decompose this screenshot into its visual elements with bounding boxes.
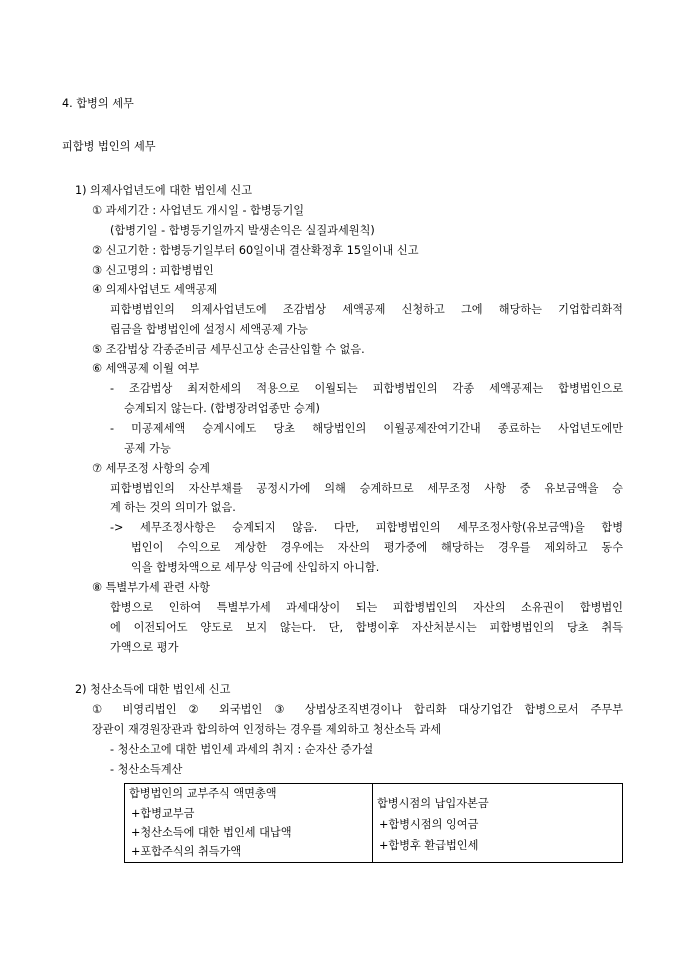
item4-text: 피합병법인의 의제사업년도에 조감법상 세액공제 신청하고 그에 해당하는 기업합리화적 (110, 303, 623, 316)
table-line: +청산소득에 대한 법인세 대납액 (131, 826, 292, 839)
section2-text: ① 비영리법인 ② 외국법인 ③ 상법상조직변경이나 합리화 대상기업간 합병으로서 주무부 (92, 703, 623, 716)
item2-line: ② 신고기한 : 합병등기일부터 60일이내 결산확정후 15일이내 신고 (92, 244, 419, 257)
table-line: +포합주식의 취득가액 (131, 845, 242, 858)
item7-line: ⑦ 세무조정 사항의 승계 (92, 462, 210, 475)
table-cell-right (373, 784, 623, 863)
section1-title: 1) 의제사업년도에 대한 법인세 신고 (75, 184, 253, 197)
item8-text: 가액으로 평가 (110, 641, 179, 654)
item1-note: (합병기일 - 합병등기일까지 발생손익은 실질과세원칙) (110, 224, 375, 237)
table-line: +합병교부금 (131, 807, 195, 820)
table-line: +합병후 환급법인세 (379, 839, 479, 852)
section2-title: 2) 청산소득에 대한 법인세 신고 (75, 683, 231, 696)
liquidation-income-table (124, 783, 623, 863)
item6-bullet: - 조감법상 최저한세의 적용으로 이월되는 피합병법인의 각종 세액공제는 합병법인으로 (110, 382, 623, 395)
item8-text: 에 이전되어도 양도로 보지 않는다. 단, 합병이후 자산처분시는 피합병법인의 당초 취득 (110, 621, 623, 634)
section-heading: 4. 합병의 세무 (62, 97, 134, 110)
item6-bullet: 승계되지 않는다. (합병장려업종만 승계) (124, 402, 320, 415)
table-line: 합병법인의 교부주식 액면총액 (129, 787, 277, 800)
item4-text: 립금을 합병법인에 설정시 세액공제 가능 (110, 323, 308, 336)
item8-line: ⑧ 특별부가세 관련 사항 (92, 581, 210, 594)
item5-line: ⑤ 조감법상 각종준비금 세무신고상 손금산입할 수 없음. (92, 343, 365, 356)
item7-text: 피합병법인의 자산부채를 공정시가에 의해 승계하므로 세무조정 사항 중 유보금액을 승 (110, 482, 623, 495)
item7-arrow: -> 세무조정사항은 승계되지 않음. 다만, 피합병법인의 세무조정사항(유보금액)을 합병 (110, 521, 623, 534)
section2-text: 장관이 재경원장관과 합의하여 인정하는 경우를 제외하고 청산소득 과세 (92, 723, 442, 736)
item4-line: ④ 의제사업년도 세액공제 (92, 283, 218, 296)
table-line: +합병시점의 잉여금 (379, 818, 479, 831)
table-cell-left (125, 784, 373, 863)
subheading: 피합병 법인의 세무 (62, 140, 156, 153)
item1-line: ① 과세기간 : 사업년도 개시일 - 합병등기일 (92, 204, 305, 217)
section2-bullet: - 청산소득계산 (110, 763, 183, 776)
item6-line: ⑥ 세액공제 이월 여부 (92, 362, 200, 375)
item7-arrow: 법인이 수익으로 계상한 경우에는 자산의 평가중에 해당하는 경우를 제외하고 동수 (131, 541, 623, 554)
table-row (125, 784, 623, 863)
section2-bullet: - 청산소고에 대한 법인세 과세의 취지 : 순자산 증가설 (110, 743, 374, 756)
item6-bullet: 공제 가능 (124, 442, 171, 455)
item6-bullet: - 미공제세액 승계시에도 당초 해당법인의 이월공제잔여기간내 종료하는 사업년도에만 (110, 422, 623, 435)
table-line: 합병시점의 납입자본금 (377, 797, 489, 810)
item7-text: 계 하는 것의 의미가 없음. (110, 501, 236, 514)
item8-text: 합병으로 인하여 특별부가세 과세대상이 되는 피합병법인의 자산의 소유권이 합병법인 (110, 601, 623, 614)
item7-arrow: 익을 합병차액으로 세무상 익금에 산입하지 아니함. (131, 561, 380, 574)
item3-line: ③ 신고명의 : 피합병법인 (92, 264, 214, 277)
